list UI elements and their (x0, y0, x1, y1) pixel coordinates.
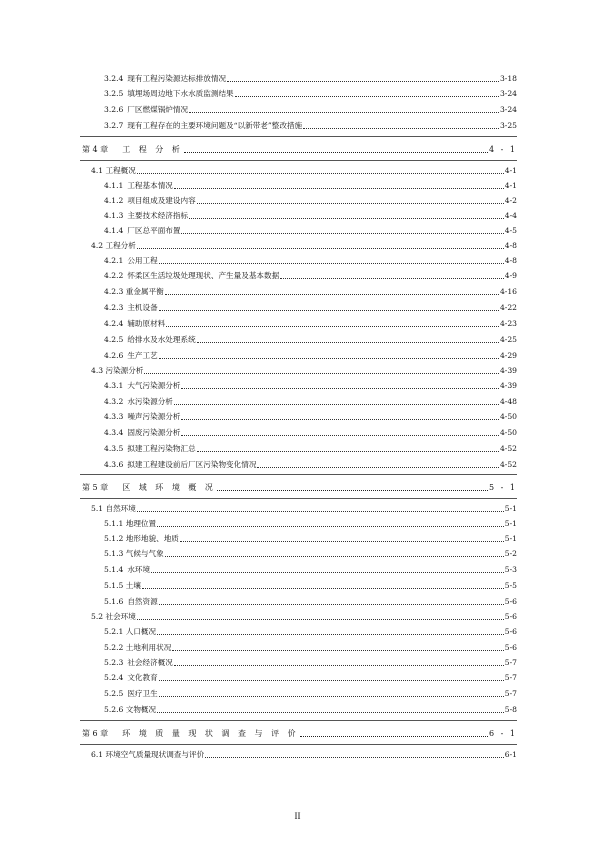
chapter-entry[interactable]: 第 5 章 区 域 环 境 概 况 5 - 1 (82, 483, 517, 492)
toc-entry[interactable]: 6.1 环境空气质量现状调查与评价 6-1 (91, 750, 517, 759)
toc-entry[interactable]: 4.1 工程概况 4-1 (91, 166, 517, 175)
toc-entry[interactable]: 5.2.3 社会经济概况 5-7 (104, 658, 517, 667)
toc-entry[interactable]: 5.1.5 土壤 5-5 (104, 581, 517, 590)
toc-entry[interactable]: 3.2.4 现有工程污染源达标排放情况 3-18 (104, 74, 517, 83)
chapter-entry[interactable]: 第 4 章 工 程 分 析 4 - 1 (82, 145, 517, 154)
toc-entry[interactable]: 5.2.1 人口概况 5-6 (104, 627, 517, 636)
toc-entry[interactable]: 4.2.3 重金属平衡 4-16 (104, 287, 517, 296)
toc-entry[interactable]: 4.1.3 主要技术经济指标 4-4 (104, 211, 517, 220)
toc-entry[interactable]: 4.1.2 项目组成及建设内容 4-2 (104, 196, 517, 205)
divider (80, 136, 517, 137)
toc-entry[interactable]: 4.2 工程分析 4-8 (91, 241, 517, 250)
toc-entry[interactable]: 5.1.6 自然资源 5-6 (104, 597, 517, 606)
toc-entry[interactable]: 3.2.5 填埋场周边地下水水质监测结果 3-24 (104, 89, 517, 98)
toc-entry[interactable]: 4.3.5 拟建工程污染物汇总 4-52 (104, 444, 517, 453)
divider (80, 720, 517, 721)
toc-entry[interactable]: 4.3.6 拟建工程建设前后厂区污染物变化情况 4-52 (104, 460, 517, 469)
toc-entry[interactable]: 3.2.7 现有工程存在的主要环境问题及“以新带老”整改措施 3-25 (104, 121, 517, 130)
toc-entry[interactable]: 5.1.3 气候与气象 5-2 (104, 549, 517, 558)
toc-entry[interactable]: 5.2.6 文物概况 5-8 (104, 705, 517, 714)
toc-entry[interactable]: 4.1.1 工程基本情况 4-1 (104, 181, 517, 190)
toc-entry[interactable]: 5.2.4 文化教育 5-7 (104, 673, 517, 682)
toc-entry[interactable]: 4.3.1 大气污染源分析 4-39 (104, 381, 517, 390)
divider (80, 498, 517, 499)
toc-entry[interactable]: 4.3.4 固废污染源分析 4-50 (104, 428, 517, 437)
divider (80, 474, 517, 475)
toc-entry[interactable]: 5.1.2 地形地貌、地质 5-1 (104, 534, 517, 543)
toc-entry[interactable]: 4.2.6 生产工艺 4-29 (104, 351, 517, 360)
toc-entry[interactable]: 4.2.3 主机设备 4-22 (104, 303, 517, 312)
toc-entry[interactable]: 4.2.5 给排水及水处理系统 4-25 (104, 335, 517, 344)
toc-entry[interactable]: 4.2.2 怀柔区生活垃圾处理现状、产生量及基本数据 4-9 (104, 271, 517, 280)
toc-entry[interactable]: 5.2.5 医疗卫生 5-7 (104, 689, 517, 698)
toc-entry[interactable]: 5.2 社会环境 5-6 (91, 612, 517, 621)
chapter-entry[interactable]: 第 6 章 环 境 质 量 现 状 调 查 与 评 价 6 - 1 (82, 729, 517, 738)
toc-entry[interactable]: 5.1.1 地理位置 5-1 (104, 519, 517, 528)
page-number: II (294, 811, 301, 821)
divider (80, 160, 517, 161)
toc-entry[interactable]: 4.3.2 水污染源分析 4-48 (104, 397, 517, 406)
toc-entry[interactable]: 5.1.4 水环境 5-3 (104, 565, 517, 574)
toc-entry[interactable]: 4.1.4 厂区总平面布置 4-5 (104, 226, 517, 235)
divider (80, 744, 517, 745)
toc-entry[interactable]: 4.2.4 辅助原材料 4-23 (104, 319, 517, 328)
toc-entry[interactable]: 4.3 污染源分析 4-39 (91, 366, 517, 375)
toc-entry[interactable]: 4.3.3 噪声污染源分析 4-50 (104, 412, 517, 421)
toc-entry[interactable]: 5.2.2 土地利用状况 5-6 (104, 643, 517, 652)
toc-entry[interactable]: 5.1 自然环境 5-1 (91, 504, 517, 513)
toc-entry[interactable]: 4.2.1 公用工程 4-8 (104, 256, 517, 265)
toc-entry[interactable]: 3.2.6 厂区燃煤锅炉情况 3-24 (104, 105, 517, 114)
